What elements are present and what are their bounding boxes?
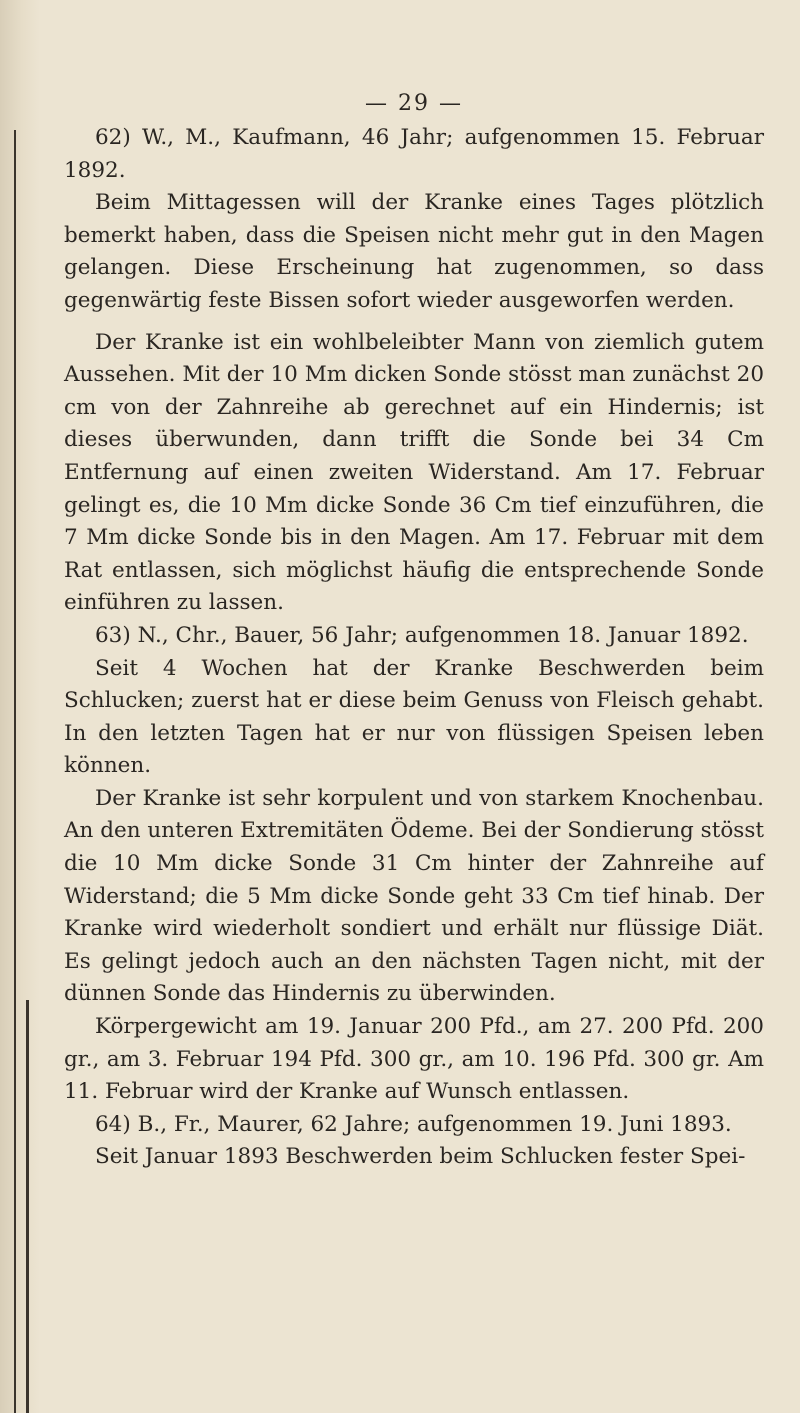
spine-edge-line <box>14 130 16 1413</box>
paragraph: Der Kranke ist ein wohlbeleibter Mann von ziemlich gutem Aussehen. Mit der 10 Mm dicken Sonde stösst man zunächst 20 cm von der Zahnreihe ab gerechnet auf ein Hindernis; ist dieses überwunden, dann trifft die Sonde bei 34 Cm Entfernung auf einen zweiten Widerstand. Am 17. Februar gelingt es, die 10 Mm dicke Sonde 36 Cm tief einzuführen, die 7 Mm dicke Sonde bis in den Magen. Am 17. Februar mit dem Rat entlassen, sich möglichst häufig die entsprechende Sonde einführen zu lassen. <box>64 329 764 616</box>
case-heading: 62) W., M., Kaufmann, 46 Jahr; aufgenommen 15. Februar 1892. <box>64 125 764 183</box>
page-number: — 29 — <box>365 91 463 116</box>
paragraph: Beim Mittagessen will der Kranke eines Tages plötzlich bemerkt haben, dass die Speisen nicht mehr gut in den Magen gelangen. Diese Erscheinung hat zugenommen, so dass gegenwärtig feste Bissen sofort wieder ausgeworfen werden. <box>64 190 764 313</box>
paragraph: Körpergewicht am 19. Januar 200 Pfd., am 27. 200 Pfd. 200 gr., am 3. Februar 194 Pfd. 300 gr., am 10. 196 Pfd. 300 gr. Am 11. Februar wird der Kranke auf Wunsch entlassen. <box>64 1014 764 1105</box>
book-spine-shadow <box>0 0 40 1413</box>
paragraph: Seit 4 Wochen hat der Kranke Beschwerden beim Schlucken; zuerst hat er diese beim Genuss von Fleisch gehabt. In den letzten Tagen hat er nur von flüssigen Speisen leben können. <box>64 655 764 779</box>
case-heading: 64) B., Fr., Maurer, 62 Jahre; aufgenommen 19. Juni 1893. <box>95 1111 732 1137</box>
paragraph: Der Kranke ist sehr korpulent und von starkem Knochenbau. An den unteren Extremitäten Ödeme. Bei der Sondierung stösst die 10 Mm dicke Sonde 31 Cm hinter der Zahnreihe auf Widerstand; die 5 Mm dicke Sonde geht 33 Cm tief hinab. Der Kranke wird wiederholt sondiert und erhält nur flüssige Diät. Es gelingt jedoch auch an den nächsten Tagen nicht, mit der dünnen Sonde das Hindernis zu überwinden. <box>64 785 764 1007</box>
paragraph: Seit Januar 1893 Beschwerden beim Schlucken fester Spei- <box>95 1144 746 1170</box>
page-body <box>64 122 764 1174</box>
spine-edge-line <box>26 1000 29 1413</box>
case-heading: 63) N., Chr., Bauer, 56 Jahr; aufgenommen 18. Januar 1892. <box>95 622 749 648</box>
